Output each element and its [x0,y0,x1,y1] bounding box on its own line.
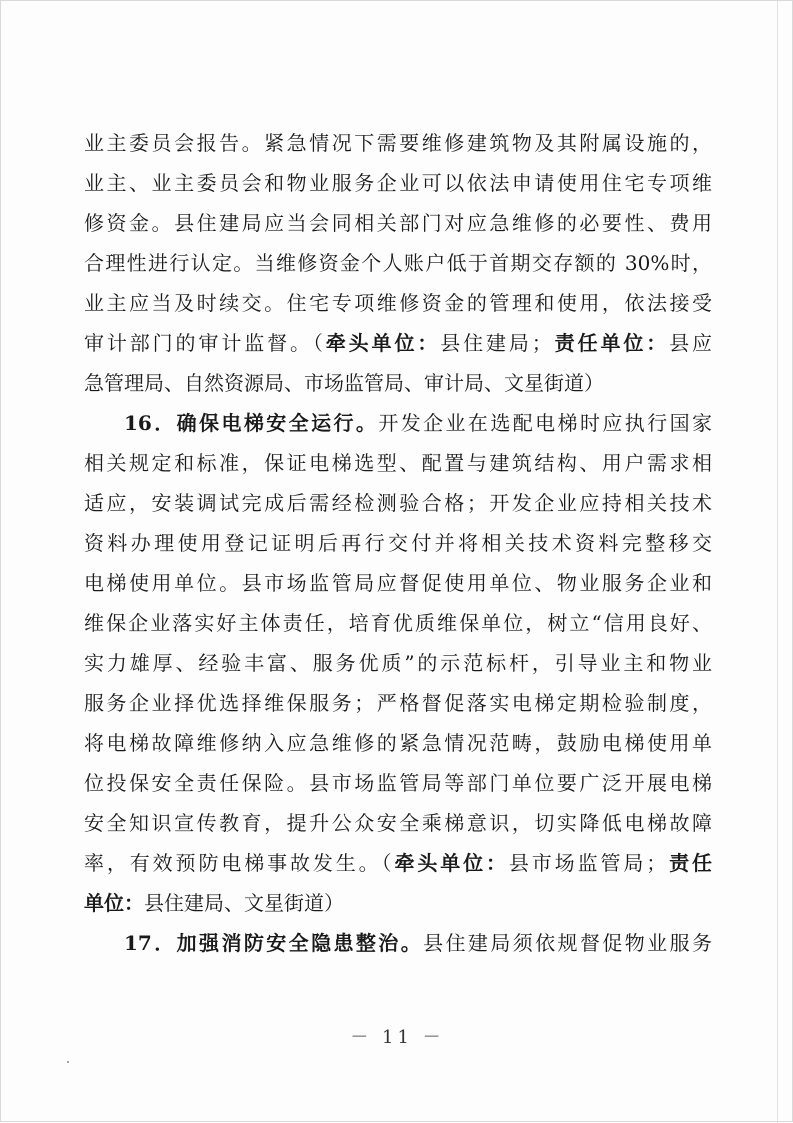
text-run: 率，有效预防电梯事故发生。（ [84,851,395,875]
scan-speck [67,1061,69,1063]
responsible-unit-label: 单位： [84,891,144,915]
section-16-heading: 16．确保电梯安全运行。 [124,411,379,435]
text-line: 业主应当及时续交。住宅专项维修资金的管理和使用，依法接受 [84,291,712,315]
text-run: 审计部门的审计监督。（ [84,331,326,355]
text-line: 合理性进行认定。当维修资金个人账户低于首期交存额的 30%时， [84,251,712,275]
text-line: 急管理局、自然资源局、市场监管局、审计局、文星街道） [84,371,604,395]
text-line: 电梯使用单位。县市场监管局应督促使用单位、物业服务企业和 [84,571,712,595]
text-line: 业主委员会报告。紧急情况下需要维修建筑物及其附属设施的， [84,131,712,155]
lead-unit-label: 牵头单位： [325,331,441,355]
text-line: 安全知识宣传教育，提升公众安全乘梯意识，切实降低电梯故障 [84,811,712,835]
text-run: 开发企业在选配电梯时应执行国家 [378,411,712,435]
text-line [84,883,712,923]
text-line: 资料办理使用登记证明后再行交付并将相关技术资料完整移交 [84,531,712,555]
responsible-unit-label: 责任单位： [551,331,670,355]
text-run: 县应 [669,331,712,355]
text-line: 相关规定和标准，保证电梯选型、配置与建筑结构、用户需求相 [84,451,712,475]
section-16-first-line [84,403,712,443]
text-line: 维保企业落实好主体责任，培育优质维保单位，树立“信用良好、 [84,611,712,635]
text-run: 县住建局； [440,331,552,355]
text-line: 业主、业主委员会和物业服务企业可以依法申请使用住宅专项维 [84,171,712,195]
document-body [84,123,712,963]
text-line: 实力雄厚、经验丰富、服务优质”的示范标杆，引导业主和物业 [84,651,712,675]
section-17-heading: 17．加强消防安全隐患整治。 [124,931,424,955]
text-run: 县住建局、文星街道） [144,891,344,915]
page-edge-line [777,1,778,1123]
lead-unit-label: 牵头单位： [394,851,509,875]
text-line: 位投保安全责任保险。县市场监管局等部门单位要广泛开展电梯 [84,771,712,795]
text-line: 将电梯故障维修纳入应急维修的紧急情况范畴，鼓励电梯使用单 [84,731,712,755]
responsible-unit-label: 责任 [666,851,712,875]
text-line [84,323,712,363]
text-run: 县市场监管局； [508,851,667,875]
text-line [84,843,712,883]
text-line: 修资金。县住建局应当会同相关部门对应急维修的必要性、费用 [84,211,712,235]
text-line: 服务企业择优选择维保服务；严格督促落实电梯定期检验制度， [84,691,712,715]
page-number: － 11 － [350,1027,445,1048]
text-line: 适应，安装调试完成后需经检测验合格；开发企业应持相关技术 [84,491,712,515]
text-run: 县住建局须依规督促物业服务 [423,931,712,955]
section-17-first-line [84,923,712,963]
